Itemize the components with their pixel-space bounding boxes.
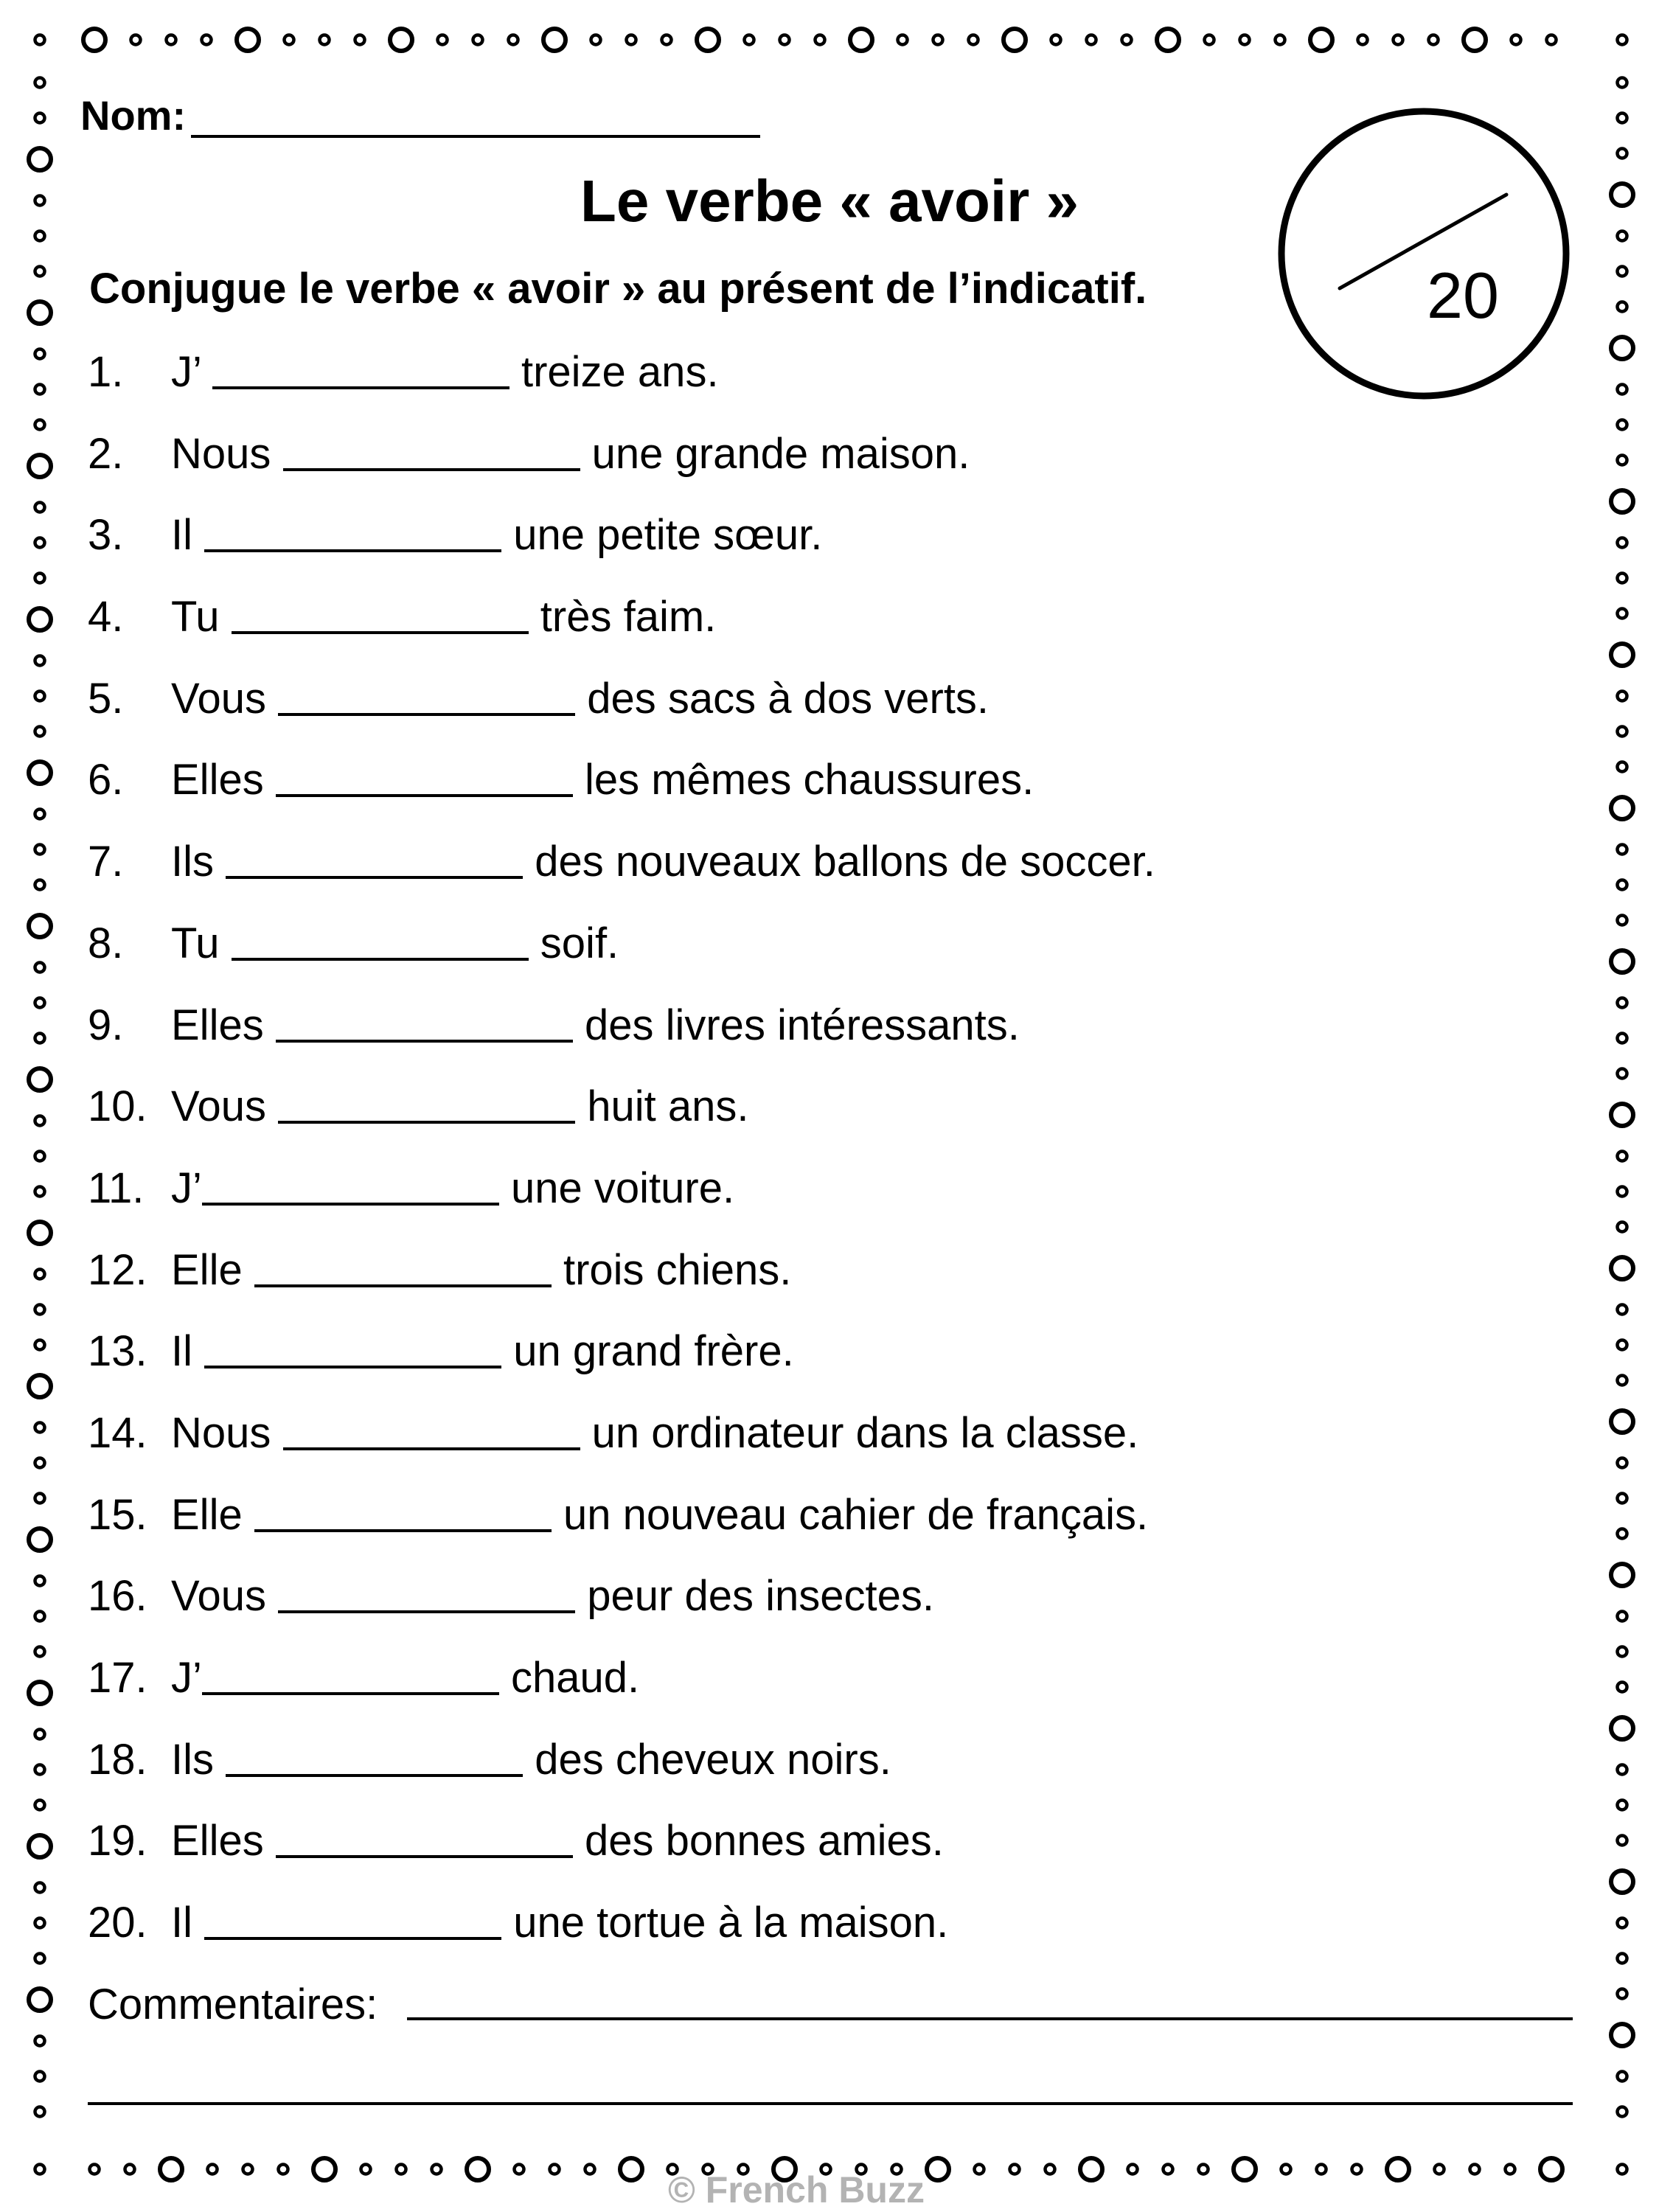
- border-dot: [35, 1883, 45, 1893]
- instruction-text: Conjugue le verbe « avoir » au présent de l’indicatif.: [89, 265, 1147, 313]
- question-row: [88, 985, 1562, 1067]
- border-dot: [167, 35, 176, 45]
- border-dot: [438, 35, 448, 45]
- border-dot: [35, 574, 45, 583]
- border-ring: [29, 1835, 51, 1857]
- border-dot: [1618, 1376, 1627, 1385]
- answer-blank[interactable]: [278, 1588, 575, 1613]
- border-dot: [1547, 35, 1557, 45]
- border-dot: [1240, 35, 1250, 45]
- question-number: 3.: [88, 511, 124, 560]
- border-dot: [35, 2072, 45, 2081]
- border-dot: [1618, 1612, 1627, 1621]
- border-ring: [1611, 1871, 1633, 1893]
- border-dot: [1618, 2107, 1627, 2117]
- question-ending: des sacs à dos verts.: [587, 674, 990, 723]
- border-dot: [1618, 35, 1627, 45]
- border-dot: [1618, 302, 1627, 312]
- border-dot: [1618, 916, 1627, 925]
- answer-blank[interactable]: [204, 1915, 501, 1940]
- answer-blank[interactable]: [232, 936, 529, 961]
- border-dot: [1618, 1836, 1627, 1846]
- border-dot: [1618, 1647, 1627, 1657]
- border-dot: [35, 232, 45, 241]
- question-ending: très faim.: [540, 593, 717, 641]
- border-dot: [1618, 1919, 1627, 1928]
- border-dot: [35, 656, 45, 666]
- answer-blank[interactable]: [226, 1752, 523, 1777]
- border-dot: [1618, 609, 1627, 619]
- border-dot: [1618, 998, 1627, 1008]
- border-dot: [35, 1647, 45, 1657]
- border-dot: [1618, 1187, 1627, 1197]
- answer-blank[interactable]: [283, 1425, 580, 1450]
- border-dot: [35, 2107, 45, 2117]
- border-dot: [35, 692, 45, 701]
- answer-blank[interactable]: [276, 772, 573, 797]
- border-dot: [1618, 420, 1627, 430]
- question-ending: les mêmes chaussures.: [584, 756, 1034, 804]
- border-dot: [1618, 1340, 1627, 1350]
- border-dot: [815, 35, 825, 45]
- question-number: 5.: [88, 674, 124, 723]
- copyright-watermark: © French Buzz: [668, 2169, 925, 2211]
- border-dot: [1618, 538, 1627, 548]
- question-subject: Vous: [171, 1572, 266, 1621]
- question-row: [88, 903, 1562, 985]
- border-ring: [1157, 29, 1179, 51]
- comments-line-2[interactable]: [88, 2102, 1573, 2105]
- question-ending: chaud.: [511, 1654, 640, 1702]
- border-dot: [35, 2037, 45, 2046]
- border-ring: [1611, 2024, 1633, 2046]
- border-dot: [35, 963, 45, 973]
- border-dot: [35, 1340, 45, 1350]
- question-subject: Ils: [171, 838, 214, 886]
- border-ring: [29, 1528, 51, 1551]
- question-number: 7.: [88, 838, 124, 886]
- border-dot: [1618, 1989, 1627, 1999]
- question-subject: Vous: [171, 674, 266, 723]
- border-dot: [1618, 1529, 1627, 1539]
- border-dot: [1618, 385, 1627, 394]
- border-dot: [35, 1305, 45, 1315]
- answer-blank[interactable]: [212, 364, 509, 389]
- border-dot: [35, 1494, 45, 1503]
- question-subject: Ils: [171, 1735, 214, 1784]
- border-ring: [1611, 950, 1633, 973]
- border-ring: [1310, 29, 1332, 51]
- border-dot: [898, 35, 908, 45]
- question-ending: une petite sœur.: [513, 511, 823, 560]
- question-number: 8.: [88, 919, 124, 967]
- border-dot: [1618, 78, 1627, 88]
- border-ring: [850, 29, 872, 51]
- question-row: [88, 1719, 1562, 1801]
- question-subject: Elles: [171, 1001, 264, 1049]
- border-dot: [1618, 1494, 1627, 1503]
- border-ring: [1611, 797, 1633, 819]
- border-dot: [1358, 35, 1368, 45]
- border-dot: [1618, 232, 1627, 241]
- question-ending: des bonnes amies.: [584, 1817, 944, 1865]
- question-subject: Elle: [171, 1245, 243, 1294]
- border-dot: [35, 810, 45, 819]
- border-ring: [1611, 1717, 1633, 1739]
- border-dot: [1618, 1152, 1627, 1161]
- border-ring: [543, 29, 566, 51]
- border-ring: [1611, 1411, 1633, 1433]
- border-dot: [35, 78, 45, 88]
- border-dot: [285, 35, 294, 45]
- border-ring: [29, 915, 51, 937]
- question-ending: treize ans.: [521, 348, 719, 396]
- border-ring: [29, 148, 51, 170]
- question-row: [88, 658, 1562, 740]
- border-dot: [1618, 1458, 1627, 1468]
- border-dot: [933, 35, 943, 45]
- question-ending: une tortue à la maison.: [513, 1899, 949, 1947]
- border-dot: [1051, 35, 1061, 45]
- question-ending: une grande maison.: [591, 429, 970, 478]
- answer-blank[interactable]: [202, 1670, 499, 1695]
- border-dot: [1618, 1801, 1627, 1810]
- border-dot: [202, 35, 212, 45]
- question-row: [88, 1230, 1562, 1312]
- question-subject: Nous: [171, 1408, 271, 1457]
- border-dot: [35, 1919, 45, 1928]
- border-ring: [697, 29, 719, 51]
- border-dot: [35, 1034, 45, 1043]
- border-dot: [780, 35, 790, 45]
- question-row: [88, 821, 1562, 903]
- border-dot: [1394, 35, 1403, 45]
- border-dot: [35, 1765, 45, 1775]
- border-dot: [131, 35, 141, 45]
- name-field-line[interactable]: [191, 135, 760, 138]
- border-dot: [509, 35, 518, 45]
- question-ending: des nouveaux ballons de soccer.: [535, 838, 1155, 886]
- question-subject: Elles: [171, 1817, 264, 1865]
- border-ring: [1611, 1257, 1633, 1279]
- border-ring: [1464, 29, 1486, 51]
- question-row: [88, 1066, 1562, 1148]
- question-row: [88, 1393, 1562, 1475]
- question-ending: huit ans.: [587, 1082, 749, 1131]
- answer-blank[interactable]: [202, 1180, 499, 1206]
- border-ring: [29, 1375, 51, 1397]
- border-ring: [29, 608, 51, 630]
- question-list: [88, 332, 1562, 1964]
- border-ring: [1611, 1564, 1633, 1586]
- border-ring: [29, 455, 51, 477]
- question-subject: J’: [171, 348, 201, 396]
- border-dot: [1512, 35, 1521, 45]
- border-ring: [29, 1222, 51, 1244]
- answer-blank[interactable]: [204, 1343, 501, 1368]
- border-dot: [35, 880, 45, 890]
- border-dot: [35, 1730, 45, 1739]
- border-ring: [29, 1068, 51, 1091]
- question-row: [88, 332, 1562, 414]
- question-row: [88, 577, 1562, 658]
- border-ring: [390, 29, 412, 51]
- answer-blank[interactable]: [283, 446, 580, 471]
- border-dot: [1618, 267, 1627, 276]
- question-row: [88, 1638, 1562, 1719]
- border-dot: [1618, 1683, 1627, 1692]
- border-dot: [745, 35, 754, 45]
- border-dot: [627, 35, 636, 45]
- answer-blank[interactable]: [254, 1507, 552, 1532]
- border-dot: [473, 35, 483, 45]
- score-total: 20: [1427, 259, 1499, 332]
- question-row: [88, 1882, 1562, 1964]
- question-number: 19.: [88, 1817, 147, 1865]
- question-number: 10.: [88, 1082, 147, 1131]
- border-dot: [35, 1116, 45, 1126]
- border-dot: [1618, 727, 1627, 737]
- border-dot: [35, 385, 45, 394]
- question-number: 9.: [88, 1001, 124, 1049]
- question-subject: Elles: [171, 756, 264, 804]
- answer-blank[interactable]: [232, 609, 529, 634]
- border-dot: [1205, 35, 1214, 45]
- border-ring: [29, 1989, 51, 2011]
- border-dot: [969, 35, 978, 45]
- border-dot: [35, 1270, 45, 1279]
- question-subject: Il: [171, 511, 192, 560]
- border-dot: [662, 35, 672, 45]
- border-dot: [1618, 1222, 1627, 1232]
- border-dot: [591, 35, 601, 45]
- border-dot: [35, 1187, 45, 1197]
- border-dot: [1618, 692, 1627, 701]
- border-ring: [1611, 337, 1633, 359]
- border-ring: [83, 29, 105, 51]
- border-ring: [1611, 644, 1633, 666]
- answer-blank[interactable]: [226, 854, 523, 879]
- question-ending: soif.: [540, 919, 619, 967]
- question-number: 1.: [88, 348, 124, 396]
- question-ending: peur des insectes.: [587, 1572, 934, 1621]
- question-subject: J’: [171, 1164, 202, 1212]
- question-number: 16.: [88, 1572, 147, 1621]
- border-dot: [35, 420, 45, 430]
- answer-blank[interactable]: [278, 691, 575, 716]
- border-dot: [35, 503, 45, 512]
- border-dot: [1618, 762, 1627, 772]
- answer-blank[interactable]: [254, 1262, 552, 1287]
- question-number: 13.: [88, 1327, 147, 1376]
- border-dot: [35, 845, 45, 855]
- question-row: [88, 495, 1562, 577]
- answer-blank[interactable]: [278, 1099, 575, 1124]
- border-ring: [237, 29, 259, 51]
- question-number: 20.: [88, 1899, 147, 1947]
- question-number: 18.: [88, 1735, 147, 1784]
- comments-section: [88, 1964, 1573, 2046]
- worksheet-title: Le verbe « avoir »: [580, 168, 1079, 234]
- question-subject: Nous: [171, 429, 271, 478]
- question-subject: Tu: [171, 593, 220, 641]
- border-dot: [1618, 2072, 1627, 2081]
- question-number: 12.: [88, 1245, 147, 1294]
- border-dot: [1276, 35, 1285, 45]
- question-number: 4.: [88, 593, 124, 641]
- question-number: 2.: [88, 429, 124, 478]
- border-dot: [35, 998, 45, 1008]
- border-dot: [35, 267, 45, 276]
- comments-label: Commentaires:: [88, 1980, 378, 2028]
- question-subject: Tu: [171, 919, 220, 967]
- border-dot: [1618, 2165, 1627, 2174]
- border-dot: [35, 35, 45, 45]
- border-dot: [1618, 880, 1627, 890]
- question-ending: une voiture.: [511, 1164, 735, 1212]
- border-dot: [35, 349, 45, 359]
- question-subject: Elle: [171, 1490, 243, 1539]
- comments-line[interactable]: [407, 1995, 1573, 2020]
- question-number: 14.: [88, 1408, 147, 1457]
- question-row: [88, 1311, 1562, 1393]
- question-number: 11.: [88, 1164, 145, 1212]
- question-row: [88, 1148, 1562, 1230]
- question-row: [88, 1801, 1562, 1882]
- border-dot: [35, 538, 45, 548]
- border-ring: [29, 762, 51, 784]
- border-dot: [35, 1612, 45, 1621]
- question-ending: un grand frère.: [513, 1327, 794, 1376]
- border-dot: [35, 727, 45, 737]
- border-dot: [35, 1576, 45, 1586]
- question-subject: Il: [171, 1899, 192, 1947]
- border-dot: [1618, 1765, 1627, 1775]
- question-row: [88, 414, 1562, 495]
- question-ending: trois chiens.: [563, 1245, 792, 1294]
- answer-blank[interactable]: [276, 1833, 573, 1858]
- border-ring: [1611, 1104, 1633, 1126]
- question-ending: des cheveux noirs.: [535, 1735, 891, 1784]
- border-dot: [1618, 149, 1627, 159]
- border-dot: [320, 35, 330, 45]
- question-ending: un nouveau cahier de français.: [563, 1490, 1149, 1539]
- border-dot: [1618, 1954, 1627, 1964]
- question-number: 6.: [88, 756, 124, 804]
- answer-blank[interactable]: [204, 527, 501, 552]
- border-dot: [1618, 1069, 1627, 1079]
- border-dot: [1618, 456, 1627, 465]
- border-dot: [35, 1801, 45, 1810]
- border-dot: [1618, 1034, 1627, 1043]
- question-ending: des livres intéressants.: [584, 1001, 1020, 1049]
- border-ring: [29, 1682, 51, 1704]
- question-row: [88, 1475, 1562, 1557]
- question-number: 15.: [88, 1490, 147, 1539]
- border-dot: [35, 1458, 45, 1468]
- border-ring: [29, 302, 51, 324]
- border-dot: [35, 1954, 45, 1964]
- question-subject: Vous: [171, 1082, 266, 1131]
- border-dot: [1429, 35, 1439, 45]
- border-dot: [35, 1423, 45, 1433]
- question-ending: un ordinateur dans la classe.: [591, 1408, 1139, 1457]
- question-number: 17.: [88, 1654, 147, 1702]
- question-row: [88, 740, 1562, 821]
- answer-blank[interactable]: [276, 1018, 573, 1043]
- name-label: Nom:: [80, 92, 187, 139]
- border-dot: [1618, 114, 1627, 123]
- question-subject: Il: [171, 1327, 192, 1376]
- border-dot: [1618, 574, 1627, 583]
- border-dot: [355, 35, 365, 45]
- border-dot: [35, 114, 45, 123]
- border-ring: [1611, 490, 1633, 512]
- border-dot: [1122, 35, 1132, 45]
- border-dot: [35, 1152, 45, 1161]
- border-dot: [1618, 845, 1627, 855]
- border-ring: [1004, 29, 1026, 51]
- border-dot: [1618, 1305, 1627, 1315]
- border-dot: [1087, 35, 1096, 45]
- question-subject: J’: [171, 1654, 202, 1702]
- question-row: [88, 1556, 1562, 1638]
